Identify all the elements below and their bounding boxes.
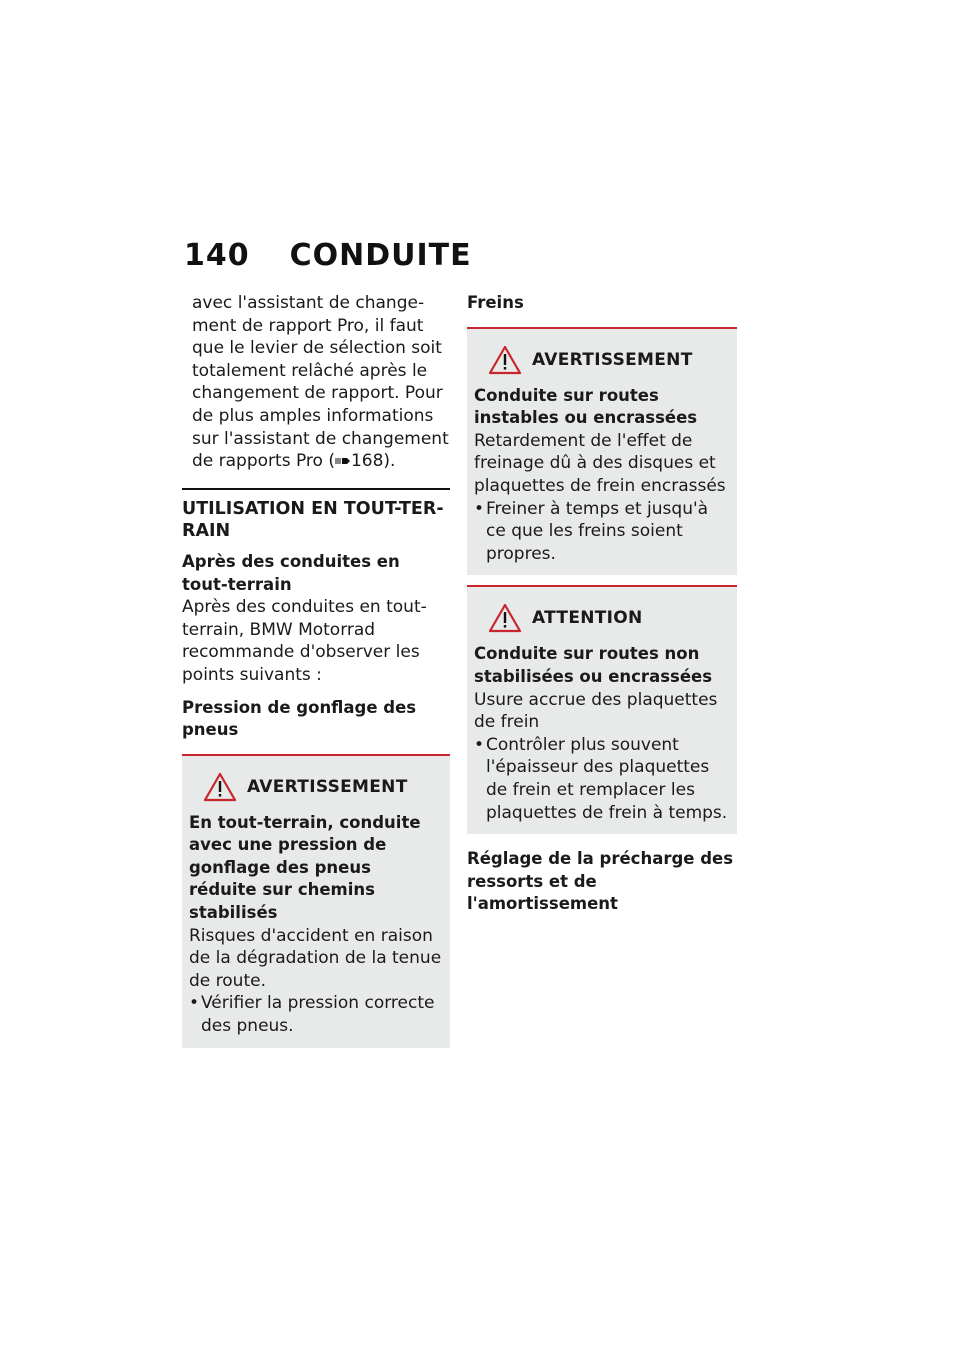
attention-header [474,597,729,639]
subsection-title: Pression de gonflage des pneus [182,697,417,740]
body-text: Après des conduites en tout-terrain, BMW Motorrad recommande d'observer les points suivants : [182,597,427,685]
left-column [182,292,450,1048]
list-item: • Vérifier la pression correcte des pneus. [189,992,442,1037]
subsection-title: Réglage de la précharge des ressorts et de l'amortissement [467,849,734,914]
warning-text: Risques d'accident en raison de la dégradation de la tenue de route. [189,925,442,991]
subsection-title: Après des conduites en tout-terrain [182,551,400,594]
right-column [467,292,737,916]
chapter-title: CONDUITE [289,238,472,273]
warning-title: Conduite sur routes instables ou encrassées [474,385,698,428]
intro-line: de plus amples informations [192,405,434,426]
intro-line: que le levier de sélection soit [192,338,442,359]
warning-triangle-icon [488,345,522,375]
intro-line-start: de rapports Pro ( [192,451,335,472]
warning-title: En tout-terrain, conduite avec une pression de gonflage des pneus réduite sur chemins stabilisés [189,812,421,923]
intro-line: ment de rapport Pro, il faut [192,315,424,336]
warning-text: Retardement de l'effet de freinage dû à des disques et plaquettes de frein encrassés [474,430,726,496]
warning-box [467,327,737,576]
arrow-right-icon [335,456,351,466]
intro-line: avec l'assistant de change- [192,293,425,313]
warning-header [189,766,442,808]
intro-line [192,450,450,473]
list-item-text: Contrôler plus souvent l'épaisseur des plaquettes de frein et remplacer les plaquettes de frein à temps. [486,734,728,823]
warning-header [474,339,729,381]
list-item-text: Freiner à temps et jusqu'à ce que les freins soient propres. [486,498,709,564]
list-item-text: Vérifier la pression correcte des pneus. [201,993,435,1037]
intro-line: changement de rapport. Pour [192,383,443,404]
list-item: • Freiner à temps et jusqu'à ce que les freins soient propres. [474,498,729,566]
list-item: • Contrôler plus souvent l'épaisseur des plaquettes de frein et remplacer les plaquettes de frein à temps. [474,734,728,823]
page-reference: 168). [350,451,396,472]
attention-box [467,585,737,834]
section-title: UTILISATION EN TOUT-TER-RAIN [182,488,450,543]
subsection-title: Freins [467,293,524,312]
intro-paragraph [182,292,450,473]
attention-title: Conduite sur routes non stabilisées ou encrassées [474,644,713,686]
warning-label: AVERTISSEMENT [532,349,693,370]
warning-triangle-icon [488,603,522,633]
warning-box [182,754,450,1048]
page-number: 140 [184,238,250,273]
intro-line: totalement relâché après le [192,360,428,381]
attention-label: ATTENTION [532,608,643,629]
intro-line: sur l'assistant de changement [192,428,449,449]
page-header [184,238,472,273]
attention-text: Usure accrue des plaquettes de frein [474,689,718,733]
warning-triangle-icon [203,772,237,802]
warning-label: AVERTISSEMENT [247,776,408,797]
